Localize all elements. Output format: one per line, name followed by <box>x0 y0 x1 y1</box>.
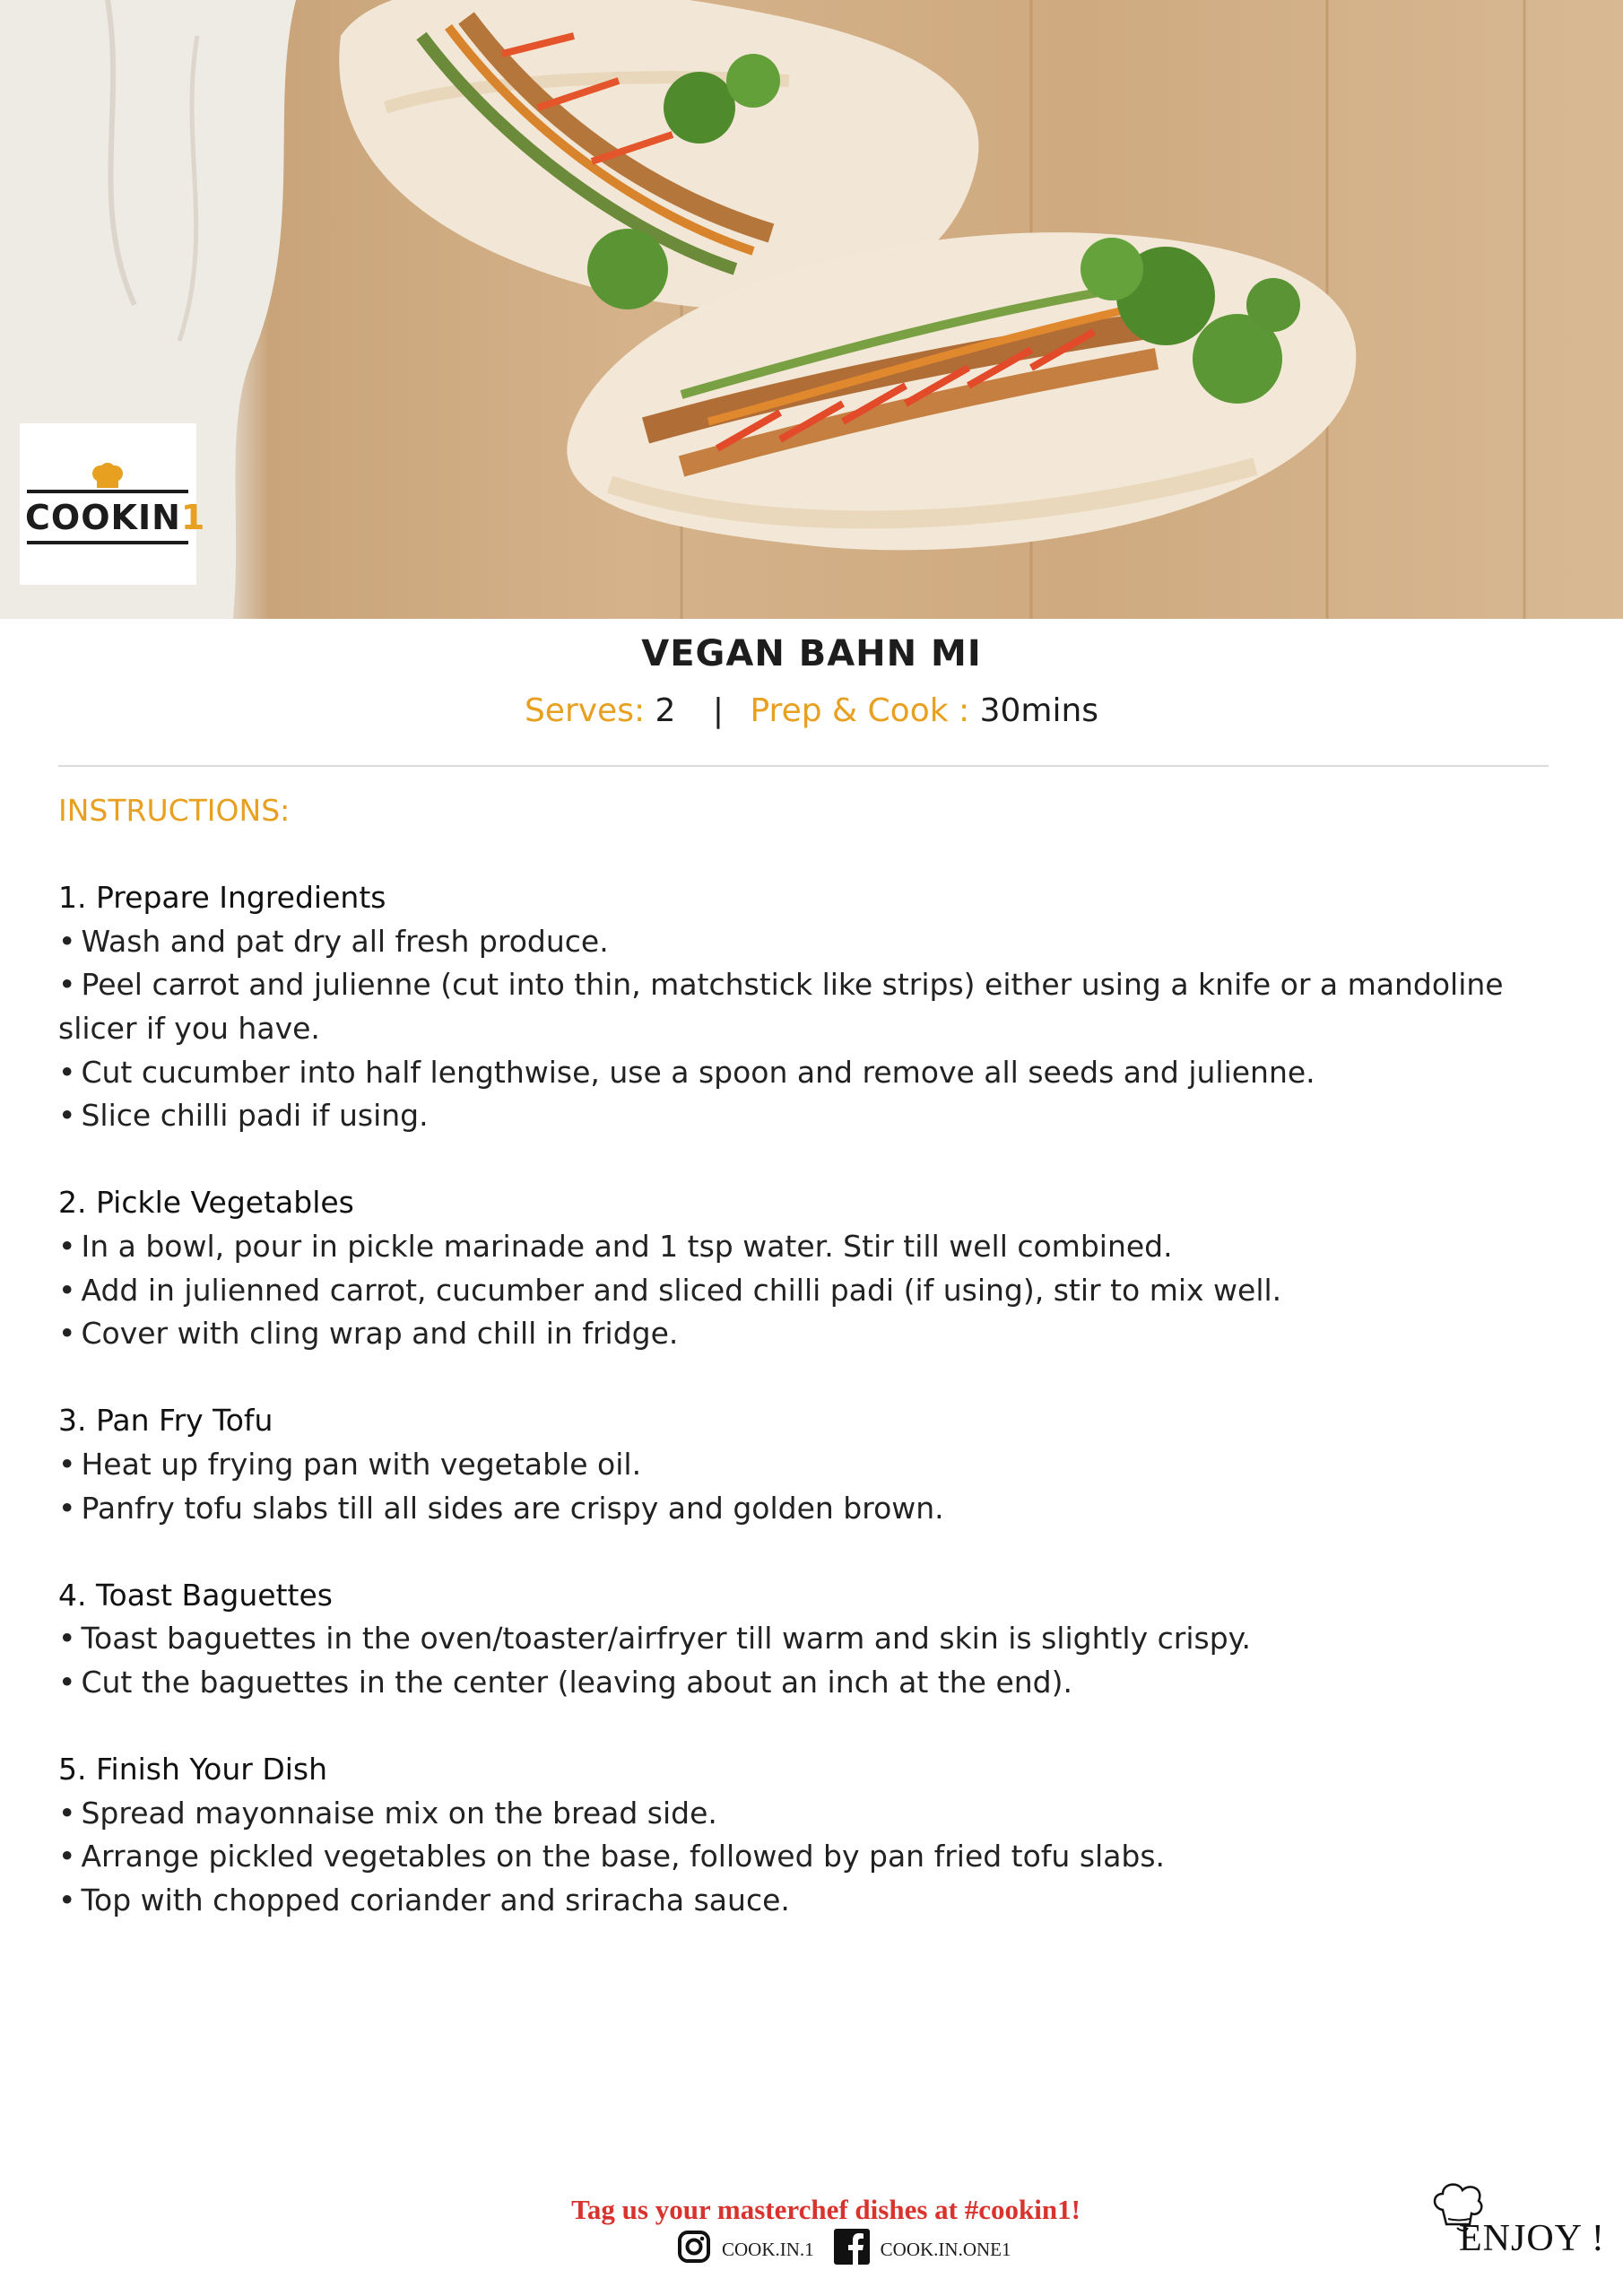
hashtag-tagline: Tag us your masterchef dishes at #cookin1! <box>571 2194 1081 2225</box>
bullet-icon: • <box>58 1882 76 1918</box>
logo-rule-top <box>27 490 188 493</box>
recipe-meta <box>0 692 1623 729</box>
title-divider <box>58 765 1549 767</box>
step-title: 5. Finish Your Dish <box>58 1752 328 1787</box>
step-line-text: Top with chopped coriander and sriracha sauce. <box>81 1882 790 1918</box>
logo-wordmark: COOKIN1 <box>25 498 206 537</box>
step-line-text: Slice chilli padi if using. <box>81 1098 429 1134</box>
bullet-icon: • <box>58 1490 76 1526</box>
step-line <box>58 963 1565 1007</box>
step-line <box>58 1661 1565 1705</box>
enjoy-badge <box>1430 2179 1610 2278</box>
step-line <box>58 920 1565 964</box>
bullet-icon: • <box>58 1664 76 1700</box>
bullet-icon: • <box>58 1621 76 1657</box>
step-line-text: Add in julienned carrot, cucumber and sliced chilli padi (if using), stir to mix well. <box>81 1272 1282 1308</box>
step-line-text: In a bowl, pour in pickle marinade and 1 tsp water. Stir till well combined. <box>81 1228 1173 1264</box>
step-line <box>58 1225 1565 1269</box>
step-line-text: Cut the baguettes in the center (leaving about an inch at the end). <box>81 1664 1072 1700</box>
instruction-step <box>58 1574 1565 1705</box>
enjoy-text: ENJOY ! <box>1459 2218 1605 2259</box>
instruction-step <box>58 1399 1565 1530</box>
facebook-icon <box>834 2229 881 2270</box>
instructions-section <box>58 789 1565 1966</box>
bullet-icon: • <box>58 1446 76 1482</box>
step-line <box>58 1792 1565 1836</box>
bullet-icon: • <box>58 1272 76 1308</box>
bullet-icon: • <box>58 1795 76 1831</box>
step-line-text: Panfry tofu slabs till all sides are crispy and golden brown. <box>81 1490 944 1526</box>
step-line <box>58 1094 1565 1138</box>
prep-cook-value: 30mins <box>979 692 1099 729</box>
social-links <box>677 2230 1031 2269</box>
prep-cook-label: Prep & Cook : <box>750 692 970 729</box>
step-line-text: Spread mayonnaise mix on the bread side. <box>81 1795 717 1831</box>
instructions-heading: INSTRUCTIONS: <box>58 793 291 828</box>
cookin1-logo <box>20 423 206 585</box>
step-line <box>58 1312 1565 1356</box>
instruction-step <box>58 1748 1565 1922</box>
step-title: 1. Prepare Ingredients <box>58 880 386 916</box>
step-line <box>58 1007 1565 1051</box>
step-line <box>58 1487 1565 1531</box>
bullet-icon: • <box>58 923 76 959</box>
bullet-icon: • <box>58 967 76 1003</box>
serves-value: 2 <box>655 692 676 729</box>
step-line-text: Toast baguettes in the oven/toaster/airfryer till warm and skin is slightly crispy. <box>81 1621 1251 1657</box>
step-line <box>58 1835 1565 1879</box>
bullet-icon: • <box>58 1839 76 1874</box>
hero-photo <box>0 0 1623 619</box>
facebook-link[interactable] <box>834 2229 1011 2270</box>
bullet-icon: • <box>58 1316 76 1352</box>
step-title: 3. Pan Fry Tofu <box>58 1403 273 1439</box>
step-line-text: Arrange pickled vegetables on the base, followed by pan fried tofu slabs. <box>81 1839 1166 1874</box>
instagram-handle: COOK.IN.1 <box>722 2238 814 2260</box>
instruction-step <box>58 1181 1565 1355</box>
step-line-text: Peel carrot and julienne (cut into thin, matchstick like strips) either using a knife or a mandoline <box>81 967 1504 1003</box>
instagram-link[interactable] <box>677 2230 814 2269</box>
step-line <box>58 1051 1565 1095</box>
step-line-text: Heat up frying pan with vegetable oil. <box>81 1446 642 1482</box>
step-line-text: Cover with cling wrap and chill in fridge. <box>81 1316 679 1352</box>
serves-label: Serves: <box>524 692 646 729</box>
instruction-step <box>58 876 1565 1138</box>
step-line-text: Cut cucumber into half lengthwise, use a spoon and remove all seeds and julienne. <box>81 1054 1315 1090</box>
facebook-handle: COOK.IN.ONE1 <box>880 2238 1011 2260</box>
step-line <box>58 1879 1565 1923</box>
banh-mi-illustration <box>0 0 1623 619</box>
instagram-icon <box>677 2230 722 2269</box>
step-line-text: Wash and pat dry all fresh produce. <box>81 923 609 959</box>
logo-rule-bottom <box>27 541 188 544</box>
recipe-title: VEGAN BAHN MI <box>641 633 982 674</box>
bullet-icon: • <box>58 1098 76 1134</box>
step-title: 2. Pickle Vegetables <box>58 1185 354 1221</box>
step-line <box>58 1269 1565 1313</box>
step-line-text: slicer if you have. <box>58 1010 320 1046</box>
steps-list <box>58 876 1565 1922</box>
bullet-icon: • <box>58 1054 76 1090</box>
step-line <box>58 1617 1565 1661</box>
meta-separator: | <box>712 692 725 729</box>
step-title: 4. Toast Baguettes <box>58 1577 333 1613</box>
step-line <box>58 1443 1565 1487</box>
bullet-icon: • <box>58 1228 76 1264</box>
